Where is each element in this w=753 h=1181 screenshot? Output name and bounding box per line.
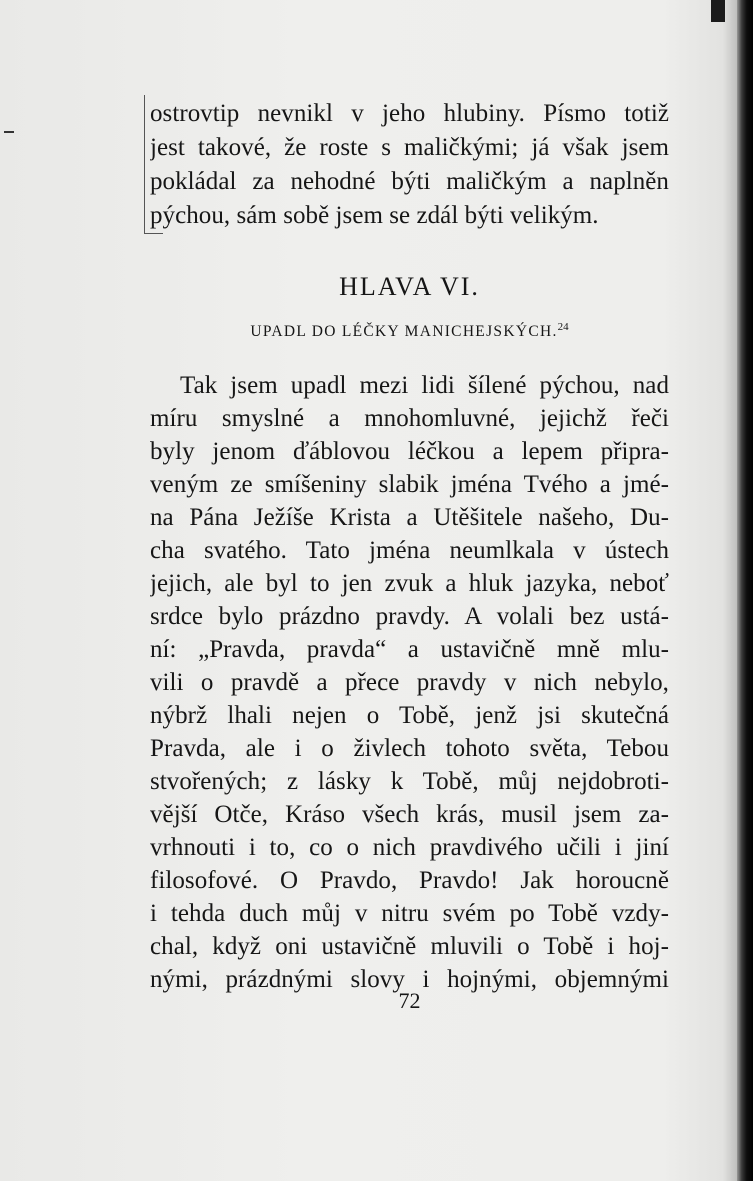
text-line: ní: „Pravda, pravda“ a ustavičně mně mlu-: [150, 636, 669, 663]
text-line: nými, prázdnými slovy i hojnými, objemnými: [150, 966, 669, 993]
text-line: filosofové. O Pravdo, Pravdo! Jak horoucně: [150, 867, 669, 894]
text-line: stvořených; z lásky k Tobě, můj nejdobroti-: [150, 768, 669, 795]
chapter-subtitle-text: UPADL DO LÉČKY MANICHEJSKÝCH.: [250, 323, 558, 340]
text-line: srdce bylo prázdno pravdy. A volali bez ustá-: [150, 603, 669, 630]
text-line: Tak jsem upadl mezi lidi šílené pýchou, nad: [180, 372, 669, 399]
scan-corner-mark: [711, 0, 725, 22]
margin-dash: [4, 131, 14, 133]
text-line: vrhnouti i to, co o nich pravdivého učili i jiní: [150, 834, 669, 861]
text-line: nýbrž lhali nejen o Tobě, jenž jsi skutečná: [150, 702, 669, 729]
chapter-title: HLAVA VI.: [339, 272, 480, 301]
footnote-reference: 24: [557, 321, 569, 333]
chapter-subtitle: [150, 314, 669, 345]
page-number: 72: [398, 988, 421, 1013]
text-line: jejich, ale byl to jen zvuk a hluk jazyka, neboť: [150, 570, 669, 597]
text-line: i tehda duch můj v nitru svém po Tobě vzdy-: [150, 900, 669, 927]
text-line: míru smyslné a mnohomluvné, jejichž řeči: [150, 405, 669, 432]
book-binding-edge: [737, 0, 753, 1181]
text-line: pýchou, sám sobě jsem se zdál býti velikým.: [150, 202, 599, 229]
text-line: jest takové, že roste s maličkými; já však jsem: [150, 134, 669, 161]
text-line: chal, když oni ustavičně mluvili o Tobě i hoj-: [150, 933, 669, 960]
text-line: ostrovtip nevnikl v jeho hlubiny. Písmo totiž: [150, 100, 669, 127]
text-line: Pravda, ale i o živlech tohoto světa, Tebou: [150, 735, 669, 762]
text-line: cha svatého. Tato jména neumlkala v ústech: [150, 537, 669, 564]
text-line: pokládal za nehodné býti maličkým a naplněn: [150, 168, 669, 195]
text-line: veným ze smíšeniny slabik jména Tvého a jmé-: [150, 471, 669, 498]
text-line: byly jenom ďáblovou léčkou a lepem připra-: [150, 438, 669, 465]
text-line: vější Otče, Kráso všech krás, musil jsem za-: [150, 801, 669, 828]
text-line: vili o pravdě a přece pravdy v nich nebylo,: [150, 669, 669, 696]
text-line: na Pána Ježíše Krista a Utěšitele našeho, Du-: [150, 504, 669, 531]
